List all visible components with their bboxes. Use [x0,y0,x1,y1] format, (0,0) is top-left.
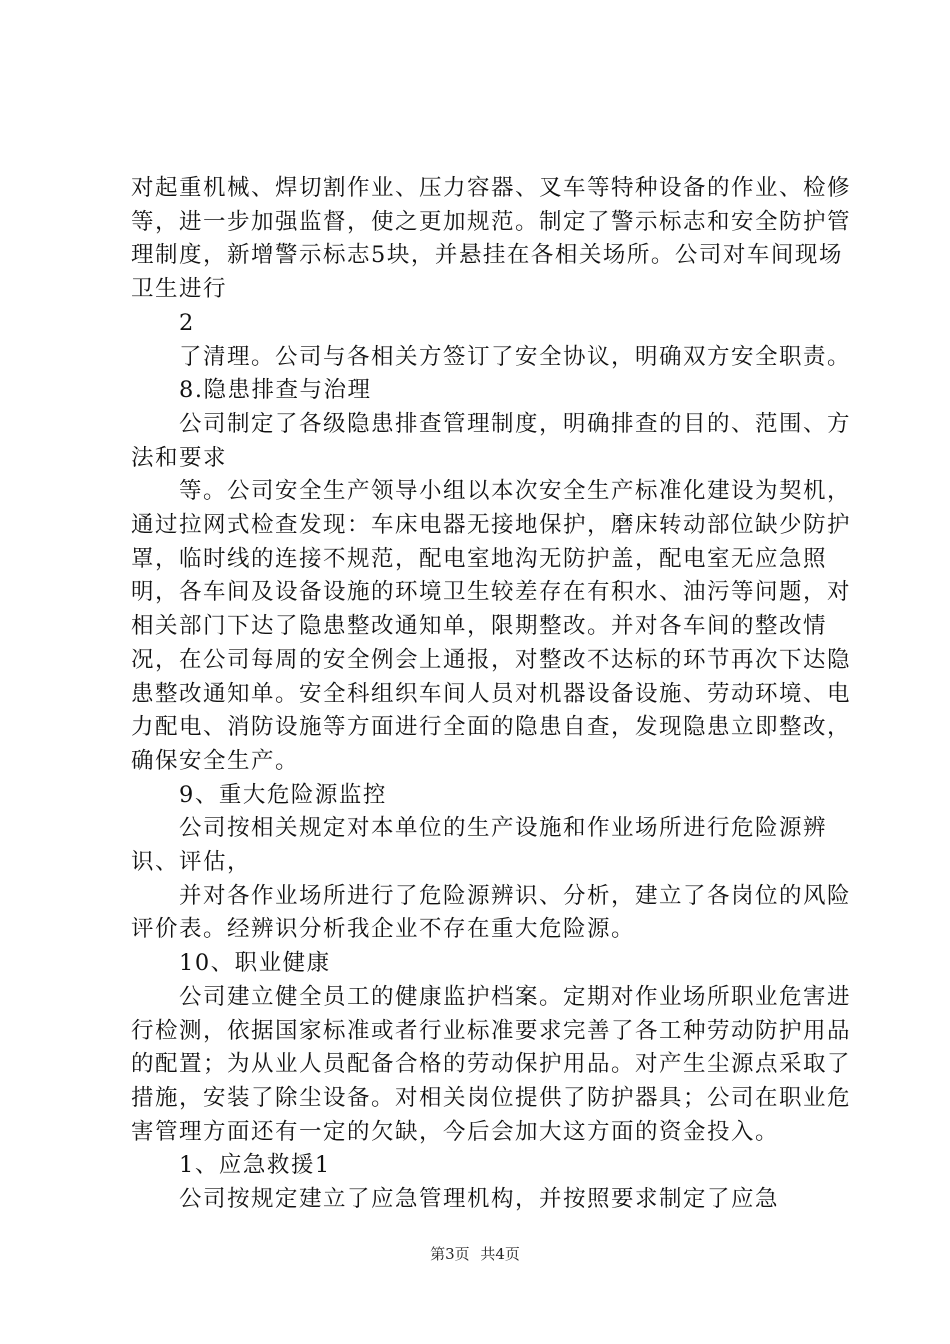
paragraph-3: 了清理。公司与各相关方签订了安全协议，明确双方安全职责。 [179,343,852,370]
paragraph-11: 公司建立健全员工的健康监护档案。定期对作业场所职业危害进行检测，依据国家标准或者行业标准要求完善了各工种劳动防护用品的配置；为从业人员配备合格的劳动保护用品。对产生尘源点采取了措施，安装了除尘设备。对相关岗位提供了防护器具；公司在职业危害管理方面还有一定的欠缺，今后会加大这方面的资金投入。 [131,983,852,1145]
page-total: 共4页 [480,1245,520,1263]
paragraph-5: 公司制定了各级隐患排查管理制度，明确排查的目的、范围、方法和要求 [131,410,852,471]
section-heading-11: 1、应急救援1 [179,1152,331,1179]
paragraph-13: 公司按规定建立了应急管理机构，并按照要求制定了应急 [179,1186,780,1213]
page-footer [0,1244,950,1264]
section-heading-10: 10、职业健康 [179,950,331,977]
paragraph-6: 等。公司安全生产领导小组以本次安全生产标准化建设为契机，通过拉网式检查发现：车床电器无接地保护，磨床转动部位缺少防护罩，临时线的连接不规范，配电室地沟无防护盖，配电室无应急照明，各车间及设备设施的环境卫生较差存在有积水、油污等问题，对相关部门下达了隐患整改通知单，限期整改。并对各车间的整改情况，在公司每周的安全例会上通报，对整改不达标的环节再次下达隐患整改通知单。安全科组织车间人员对机器设备设施、劳动环境、电力配电、消防设施等方面进行全面的隐患自查，发现隐患立即整改，确保安全生产。 [131,478,852,774]
paragraph-8: 公司按相关规定对本单位的生产设施和作业场所进行危险源辨识、评估， [131,815,828,876]
paragraph-2: 2 [179,309,195,336]
section-heading-9: 9、重大危险源监控 [179,781,387,808]
paragraph-1: 对起重机械、焊切割作业、压力容器、叉车等特种设备的作业、检修等，进一步加强监督，使之更加规范。制定了警示标志和安全防护管理制度，新增警示标志5块，并悬挂在各相关场所。公司对车间现场卫生进行 [131,175,852,303]
document-body [131,172,861,1217]
paragraph-9: 并对各作业场所进行了危险源辨识、分析，建立了各岗位的风险评价表。经辨识分析我企业不存在重大危险源。 [131,882,852,943]
page-number: 第3页 [430,1245,470,1263]
section-heading-8: 8.隐患排查与治理 [179,377,372,404]
